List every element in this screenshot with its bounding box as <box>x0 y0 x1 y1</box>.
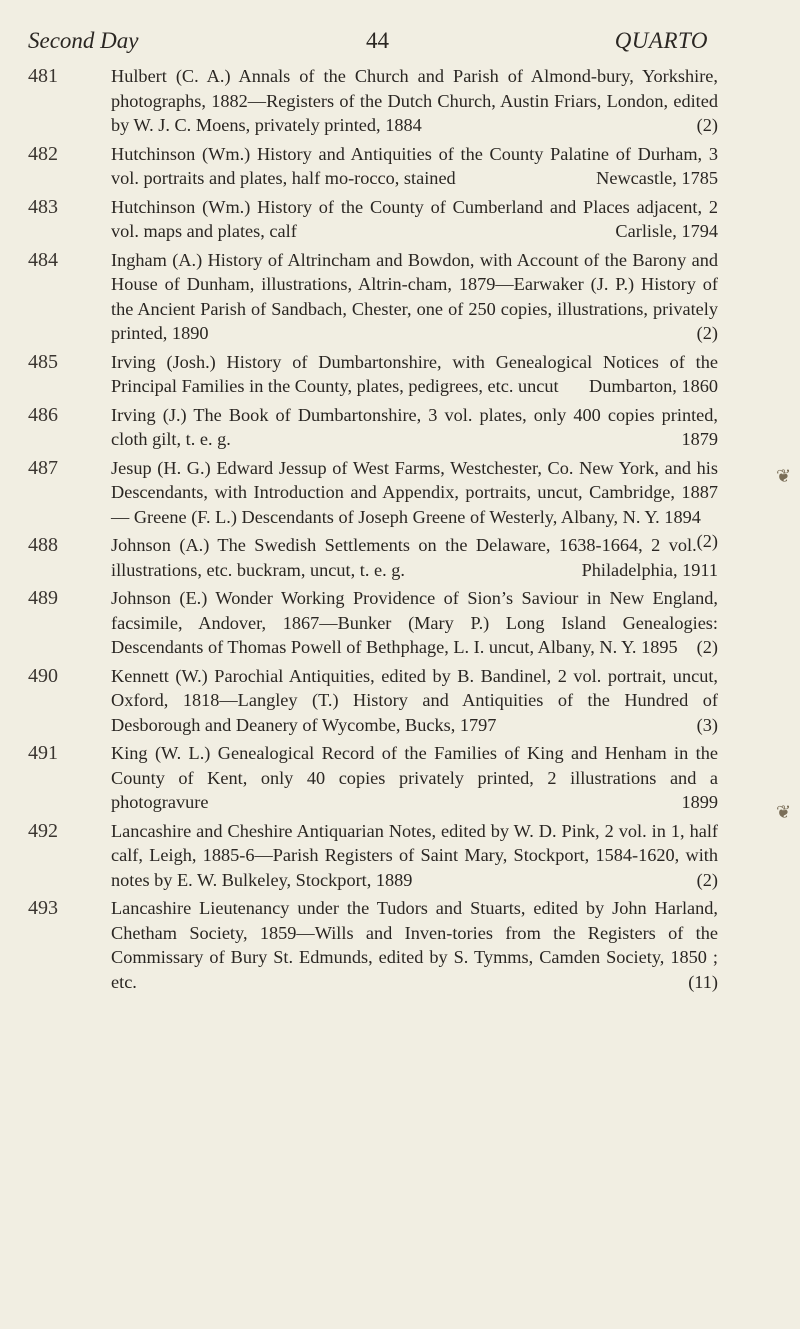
entry-imprint: (2) <box>696 115 718 135</box>
entry-description: Hutchinson (Wm.) History and Antiquities of the County Palatine of Durham, 3 vol. portraits and plates, half mo-rocco, stained <box>111 143 718 188</box>
entry-imprint: (11) <box>688 971 718 992</box>
entry-list <box>28 64 718 994</box>
entry-imprint: (3) <box>696 714 718 735</box>
entry-description: Lancashire Lieutenancy under the Tudors and Stuarts, edited by John Harland, Chetham Society, 1859—Wills and Inven-tories from the Registers of the Commissary of Bury St. Edmunds, edited by S. Tymms, Camden Society, 1850 ; etc. <box>111 898 718 992</box>
entry-imprint: Carlisle, 1794 <box>615 221 718 241</box>
entry-description: Irving (Josh.) History of Dumbartonshire, with Genealogical Notices of the Principal Families in the County, plates, pedigrees, etc. uncut <box>111 351 718 396</box>
entry-imprint: (2) <box>696 637 718 657</box>
entry-imprint: 1879 <box>681 429 718 449</box>
entry-description: Ingham (A.) History of Altrincham and Bowdon, with Account of the Barony and House of Dunham, illustrations, Altrin-cham, 1879—Earwaker (J. P.) History of the Ancient Parish of Sandbach, Chester, one of 250 copies, illustrations, privately printed, 1890 <box>111 249 718 343</box>
lot-number: 493 <box>28 897 58 919</box>
entry-imprint: 1899 <box>681 792 718 812</box>
entry-imprint: Philadelphia, 1911 <box>581 559 718 580</box>
entry-description: Kennett (W.) Parochial Antiquities, edited by B. Bandinel, 2 vol. portrait, uncut, Oxford, 1818—Langley (T.) History and Antiquities of the Hundred of Desborough and Deanery of Wycombe, Bucks, 1797 <box>111 665 718 735</box>
stain-mark: ❦ <box>776 466 792 486</box>
entry-description: Hulbert (C. A.) Annals of the Church and Parish of Almond-bury, Yorkshire, photographs, 1882—Registers of the Dutch Church, Austin Friars, London, edited by W. J. C. Moens, privately printed, 1884 <box>111 66 718 135</box>
entry-imprint: Newcastle, 1785 <box>596 168 718 188</box>
catalogue-entry <box>28 896 718 994</box>
lot-number: 486 <box>28 403 58 426</box>
lot-number: 489 <box>28 587 58 609</box>
entry-imprint: (2) <box>696 869 718 890</box>
entry-description: King (W. L.) Genealogical Record of the Families of King and Henham in the County of Kent, only 40 copies privately printed, 2 illustrations and a photogravure <box>111 743 718 812</box>
entry-description: Jesup (H. G.) Edward Jessup of West Farms, Westchester, Co. New York, and his Descendants, with Introduction and Appendix, portraits, uncut, Cambridge, 1887 — Greene (F. L.) Descendants of Joseph Greene of Westerly, Albany, N. Y. 1894 <box>111 457 718 527</box>
catalogue-entry <box>28 664 718 738</box>
catalogue-entry <box>28 403 718 452</box>
lot-number: 485 <box>28 350 58 373</box>
entry-imprint: (2) <box>696 323 718 343</box>
lot-number: 484 <box>28 248 58 271</box>
lot-number: 483 <box>28 195 58 218</box>
catalogue-entry <box>28 64 718 138</box>
catalogue-entry <box>28 741 718 815</box>
entry-imprint: (2) <box>696 531 718 551</box>
catalogue-entry <box>28 533 718 582</box>
lot-number: 488 <box>28 534 58 556</box>
catalogue-entry <box>28 142 718 191</box>
lot-number: 490 <box>28 664 58 687</box>
header-left: Second Day <box>28 28 139 53</box>
entry-description: Johnson (A.) The Swedish Settlements on the Delaware, 1638-1664, 2 vol. illustrations, etc. buckram, uncut, t. e. g. <box>111 535 697 580</box>
lot-number: 481 <box>28 65 58 87</box>
page-number: 44 <box>366 28 389 53</box>
catalogue-entry <box>28 350 718 399</box>
lot-number: 482 <box>28 142 58 165</box>
lot-number: 491 <box>28 742 58 764</box>
lot-number: 487 <box>28 456 58 479</box>
entry-description: Hutchinson (Wm.) History of the County of Cumberland and Places adjacent, 2 vol. maps and plates, calf <box>111 196 718 241</box>
catalogue-entry <box>28 586 718 660</box>
stain-mark: ❦ <box>776 802 792 822</box>
entry-description: Johnson (E.) Wonder Working Providence of Sion’s Saviour in New England, facsimile, Andover, 1867—Bunker (Mary P.) Long Island Genealogies: Descendants of Thomas Powell of Bethphage, L. I. uncut, Albany, N. Y. 1895 <box>111 588 718 657</box>
entry-imprint: Dumbarton, 1860 <box>589 376 718 396</box>
entry-description: Lancashire and Cheshire Antiquarian Notes, edited by W. D. Pink, 2 vol. in 1, half calf, Leigh, 1885-6—Parish Registers of Saint Mary, Stockport, 1584-1620, with notes by E. W. Bulkeley, Stockport, 1889 <box>111 820 718 890</box>
catalogue-entry <box>28 248 718 346</box>
catalogue-entry <box>28 819 718 893</box>
lot-number: 492 <box>28 819 58 842</box>
header-right: QUARTO <box>614 28 708 53</box>
catalogue-entry <box>28 195 718 244</box>
entry-description: Irving (J.) The Book of Dumbartonshire, 3 vol. plates, only 400 copies printed, cloth gilt, t. e. g. <box>111 404 718 449</box>
page-header <box>28 28 708 62</box>
